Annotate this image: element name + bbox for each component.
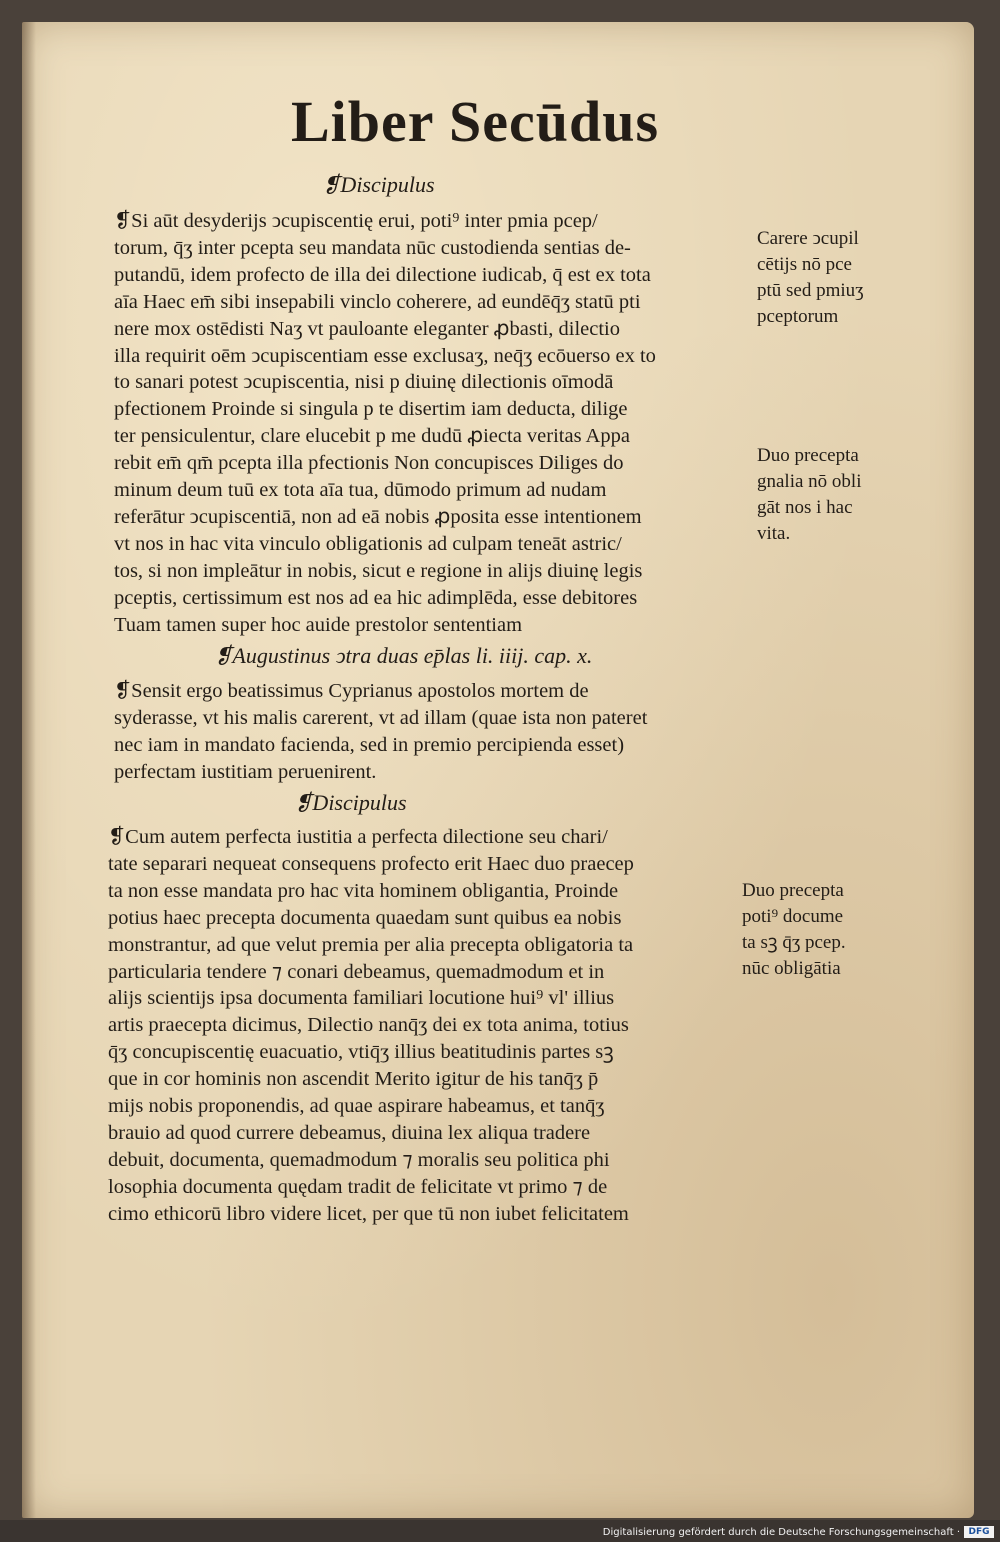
text-line: tate separari nequeat consequens profecto erit Haec duo praecep xyxy=(108,852,634,875)
margin-note-2 xyxy=(757,443,907,547)
margin-note-3 xyxy=(742,878,912,982)
text-line: cimo ethicorū libro videre licet, per que tū non iubet felicitatem xyxy=(108,1202,629,1225)
text-line: nere mox ostēdisti Naʒ vt pauloante eleganter ꝓbasti, dilectio xyxy=(114,317,621,340)
digitization-credit: Digitalisierung gefördert durch die Deutsche Forschungsgemeinschaft · xyxy=(602,1527,960,1538)
margin-note-line: Carere ↄcupil xyxy=(757,228,859,249)
section-heading-discipulus-1: ❡Discipulus xyxy=(322,172,435,197)
text-line: aīa Haec em̄ sibi insepabili vinclo coherere, ad eundēq̄ʒ statū pti xyxy=(114,290,641,313)
text-line: to sanari potest ↄcupiscentia, nisi p diuinę dilectionis oīmodā xyxy=(114,371,614,394)
text-line: ter pensiculentur, clare elucebit p me dudū ꝓiecta veritas Appa xyxy=(114,425,630,448)
text-line: tos, si non impleātur in nobis, sicut e regione in alijs diuinę legis xyxy=(114,559,643,582)
section-body-2 xyxy=(114,678,647,786)
text-line: particularia tendere ⁊ conari debeamus, quemadmodum et in xyxy=(108,960,605,983)
text-line: brauio ad quod currere debeamus, diuina lex aliqua tradere xyxy=(108,1121,591,1144)
text-line: illa requirit oēm ↄcupiscentiam esse exclusaʒ, neq̄ʒ ecōuerso ex to xyxy=(114,344,656,367)
text-line: potius haec precepta documenta quaedam sunt quibus ea nobis xyxy=(108,906,622,929)
margin-note-line: cētijs nō pce xyxy=(757,254,852,275)
margin-note-line: nūc obligātia xyxy=(742,958,841,979)
margin-note-line: Duo precepta xyxy=(757,445,859,466)
text-line: perfectam iustitiam peruenirent. xyxy=(114,760,377,783)
margin-note-line: ta sꝫ q̄ʒ pcep. xyxy=(742,932,846,953)
page-binding-edge xyxy=(22,22,36,1518)
text-line: referātur ↄcupiscentiā, non ad eā nobis ꝓposita esse intentionem xyxy=(114,505,642,528)
margin-note-line: pceptorum xyxy=(757,306,839,327)
margin-note-line: gāt nos i hac xyxy=(757,497,853,518)
text-line: vt nos in hac vita vinculo obligationis ad culpam teneāt astric/ xyxy=(114,532,622,555)
text-line: nec iam in mandato facienda, sed in premio percipienda esset) xyxy=(114,733,625,756)
text-line: torum, q̄ʒ inter pcepta seu mandata nūc custodienda sentias de- xyxy=(114,236,631,259)
margin-note-1 xyxy=(757,226,907,330)
text-line: monstrantur, ad que velut premia per alia precepta obligatoria ta xyxy=(108,933,634,956)
text-line: ta non esse mandata pro hac vita hominem obligantia, Proinde xyxy=(108,879,619,902)
section-body-3 xyxy=(108,824,634,1228)
text-line: ❡Si aūt desyderijs ↄcupiscentię erui, poti⁹ inter pmia pcep/ xyxy=(114,210,598,232)
text-line: Tuam tamen super hoc auide prestolor sententiam xyxy=(114,613,523,636)
text-line: pfectionem Proinde si singula p te disertim iam deducta, dilige xyxy=(114,398,628,421)
text-line: artis praecepta dicimus, Dilectio nanq̄ʒ dei ex tota anima, totius xyxy=(108,1014,629,1037)
text-line: rebit em̄ qm̄ pcepta illa pfectionis Non concupisces Diliges do xyxy=(114,452,624,475)
text-line: ❡Cum autem perfecta iustitia a perfecta dilectione seu chari/ xyxy=(108,826,608,848)
text-line: pceptis, certissimum est nos ad ea hic adimplēda, esse debitores xyxy=(114,586,638,609)
margin-note-line: ptū sed pmiuʒ xyxy=(757,280,864,301)
section-heading-augustinus: ❡Augustinus ↄtra duas ep̄las li. iiij. cap. x. xyxy=(214,643,593,668)
page-title: Liber Secūdus xyxy=(290,89,660,154)
margin-note-line: Duo precepta xyxy=(742,880,844,901)
text-line: minum deum tuū ex tota aīa tua, dūmodo primum ad nudam xyxy=(114,479,607,502)
section-body-1 xyxy=(114,208,656,639)
text-line: losophia documenta quędam tradit de felicitate vt primo ⁊ de xyxy=(108,1175,608,1198)
margin-note-line: poti⁹ docume xyxy=(742,906,844,927)
text-line: ❡Sensit ergo beatissimus Cyprianus apostolos mortem de xyxy=(114,680,589,702)
text-line: debuit, documenta, quemadmodum ⁊ moralis seu politica phi xyxy=(108,1148,610,1171)
text-line: mijs nobis proponendis, ad quae aspirare habeamus, et tanq̄ʒ xyxy=(108,1095,605,1118)
dfg-logo: DFG xyxy=(964,1526,994,1538)
margin-note-line: vita. xyxy=(757,523,791,544)
text-line: alijs scientijs ipsa documenta familiari locutione hui⁹ vl' illius xyxy=(108,987,615,1010)
text-line: q̄ʒ concupiscentię euacuatio, vtiq̄ʒ illius beatitudinis partes sꝫ xyxy=(108,1041,614,1064)
text-line: syderasse, vt his malis carerent, vt ad illam (quae ista non pateret xyxy=(114,706,648,729)
section-heading-discipulus-2: ❡Discipulus xyxy=(294,790,407,815)
text-line: que in cor hominis non ascendit Merito igitur de his tanq̄ʒ p̄ xyxy=(108,1068,599,1091)
margin-note-line: gnalia nō obli xyxy=(757,471,862,492)
text-line: putandū, idem profecto de illa dei dilectione iudicab, q̄ est ex tota xyxy=(114,263,651,286)
